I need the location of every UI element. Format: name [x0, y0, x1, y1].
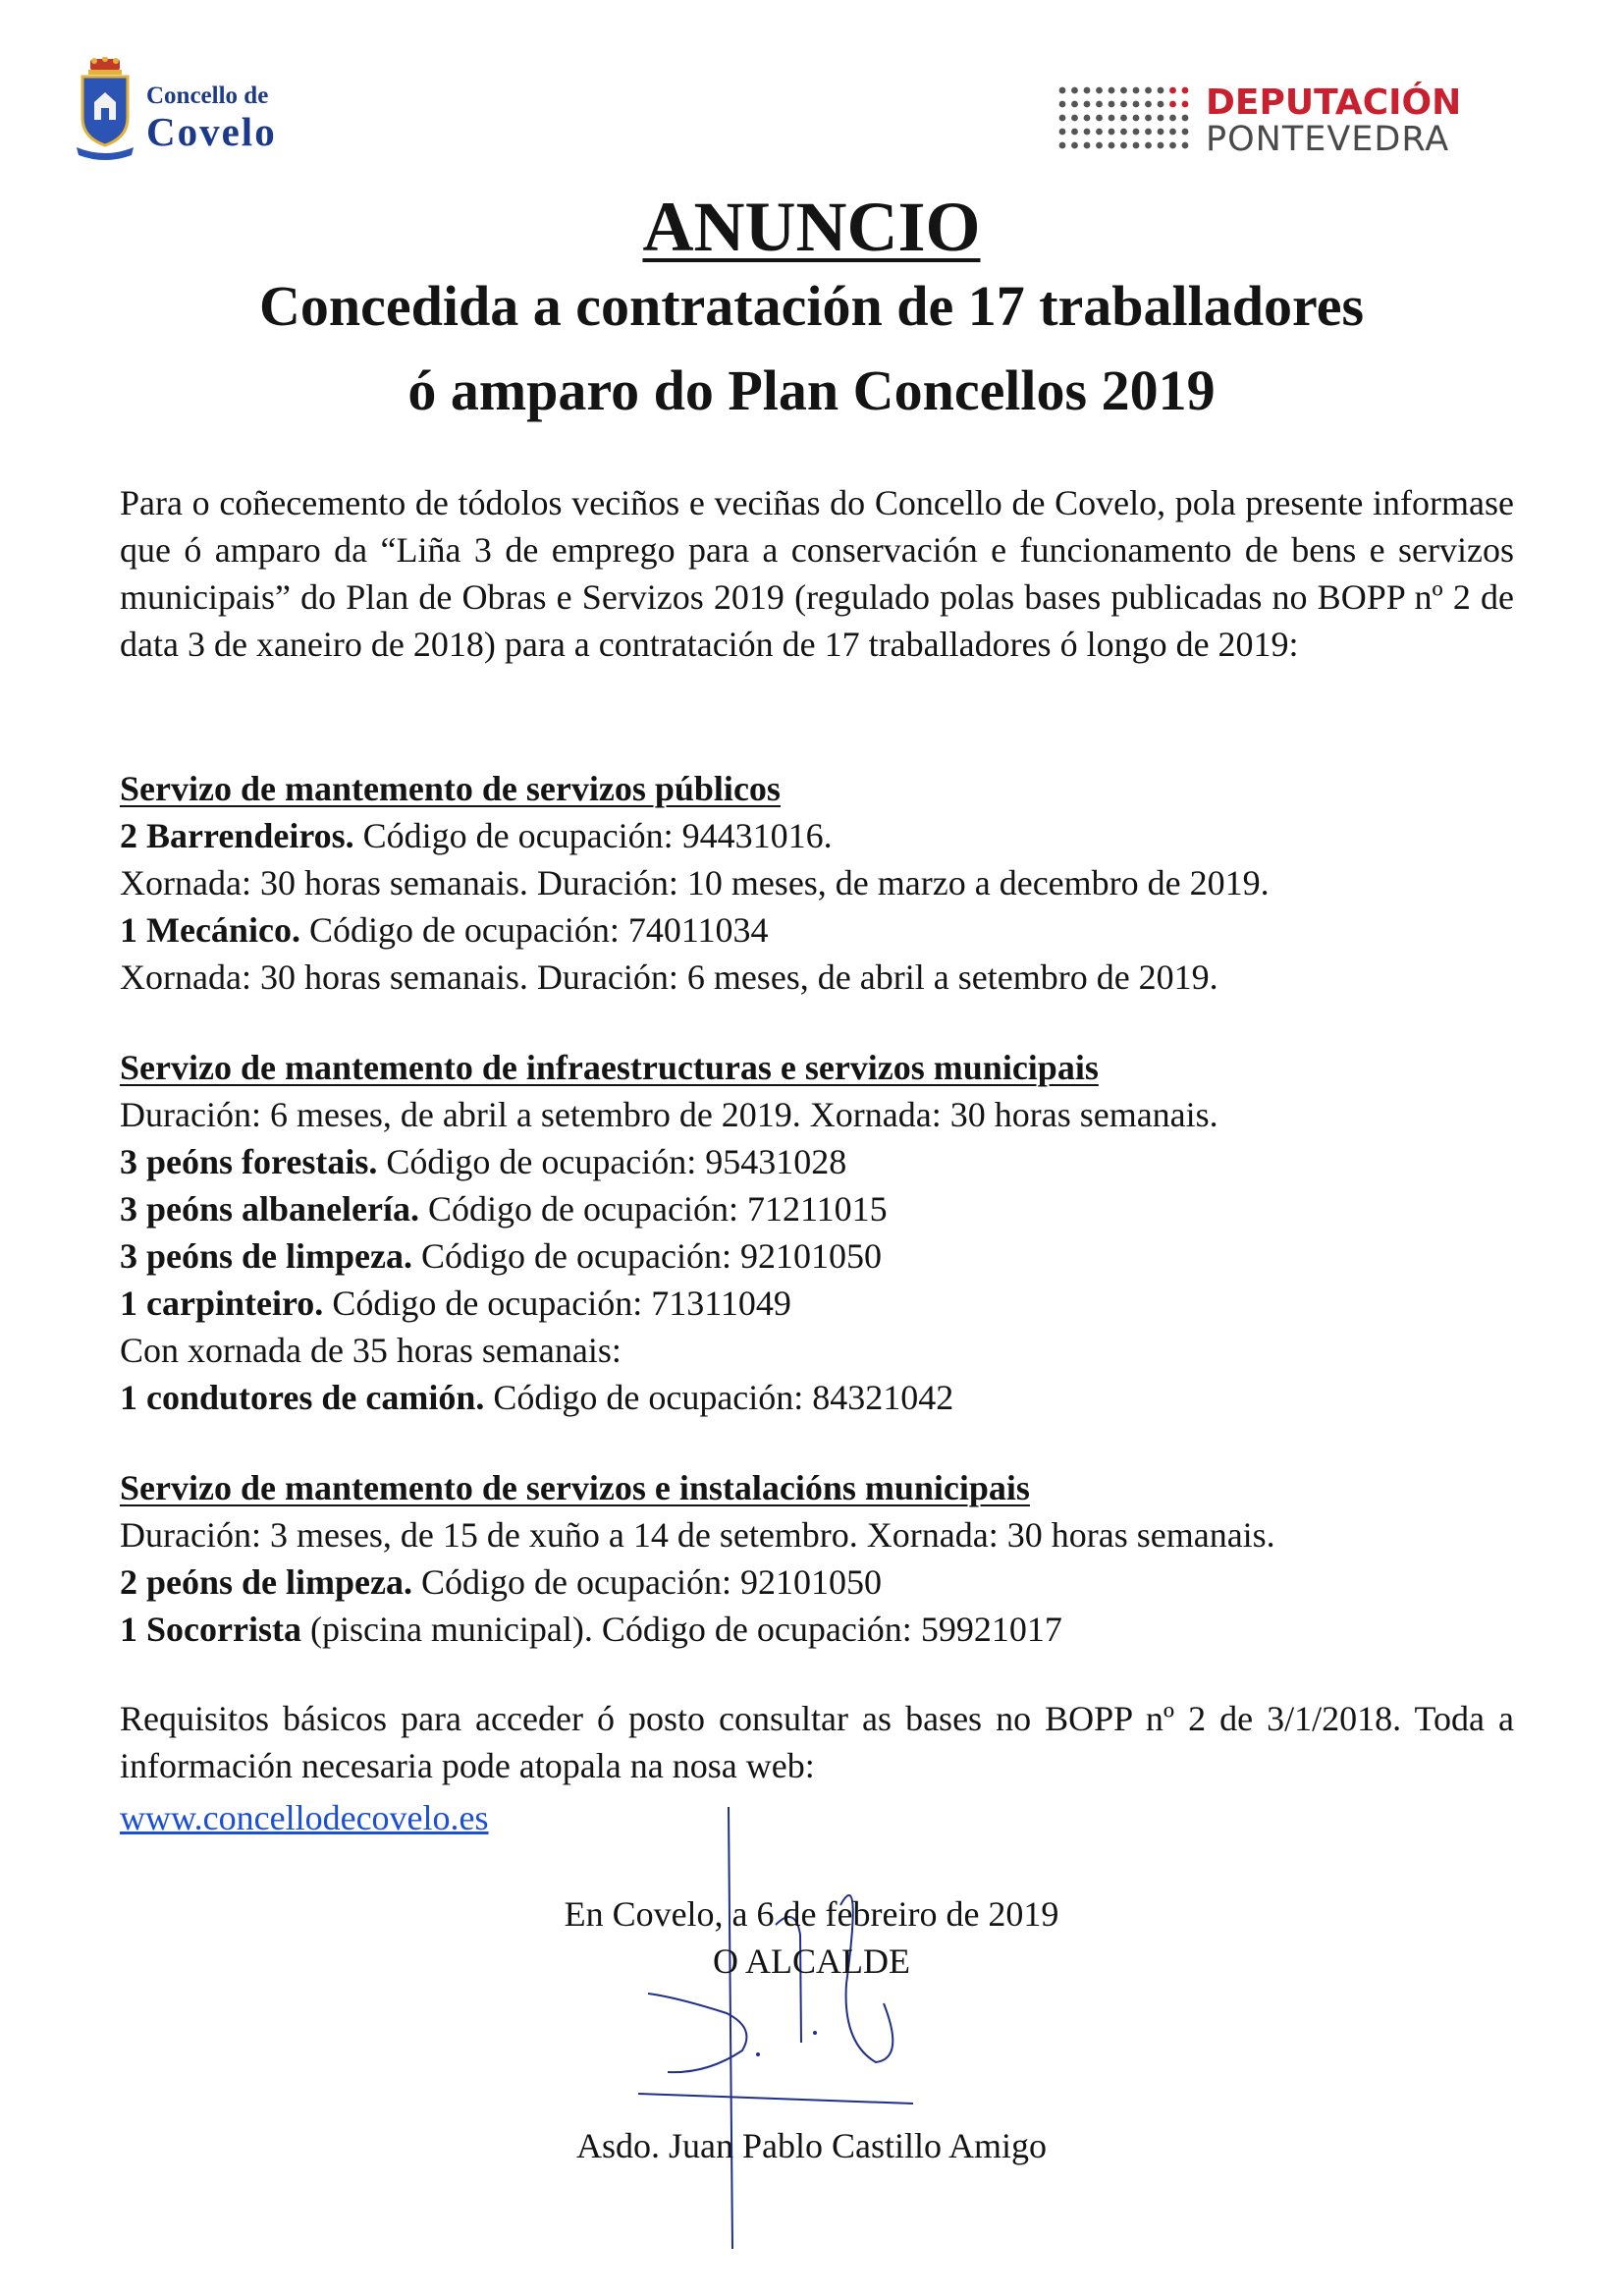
- job-label: 1 Socorrista: [120, 1610, 301, 1649]
- job-label: 3 peóns albanelería.: [120, 1189, 420, 1229]
- job-detail: Código de ocupación: 74011034: [299, 910, 769, 950]
- covelo-coat-of-arms-icon: [73, 57, 137, 161]
- job-detail: Código de ocupación: 84321042: [484, 1378, 954, 1417]
- job-line: [120, 1235, 882, 1277]
- job-line: [120, 815, 833, 856]
- page-title: ANUNCIO: [642, 188, 981, 266]
- job-detail: Código de ocupación: 95431028: [377, 1142, 847, 1181]
- job-line: [120, 1561, 882, 1603]
- job-line: [120, 957, 1218, 998]
- intro-paragraph: Para o coñecemento de tódolos veciños e veciñas do Concello de Covelo, pola presente informase que ó amparo da “Liña 3 de emprego para a conservación e funcionamento de bens e servizos municipais” do Plan de Obras e Servizos 2019 (regulado polas bases publicadas no BOPP nº 2 de data 3 de xaneiro de 2018) para a contratación de 17 traballadores ó longo de 2019:: [120, 483, 1514, 664]
- job-label: 3 peóns forestais.: [120, 1142, 378, 1181]
- deputacion-logo-line1: DEPUTACIÓN: [1206, 82, 1462, 123]
- requirements-paragraph: Requisitos básicos para acceder ó posto consultar as bases no BOPP nº 2 de 3/1/2018. Toda a información necesaria pode atopala na nosa web:: [120, 1699, 1514, 1785]
- section-title-public-services: Servizo de mantemento de servizos públicos: [120, 769, 781, 808]
- website-link[interactable]: www.concellodecovelo.es: [120, 1798, 489, 1837]
- section-title-infrastructure: Servizo de mantemento de infraestructuras e servizos municipais: [120, 1048, 1099, 1087]
- job-label: 3 peóns de limpeza.: [120, 1236, 413, 1276]
- job-line: [120, 1377, 953, 1418]
- job-detail: Duración: 6 meses, de abril a setembro de 2019. Xornada: 30 horas semanais.: [120, 1095, 1218, 1134]
- covelo-logo-small-text: Concello de: [146, 82, 269, 109]
- subtitle-line-2: ó amparo do Plan Concellos 2019: [407, 358, 1216, 422]
- job-label: 1 Mecánico.: [120, 910, 300, 950]
- job-label: 1 carpinteiro.: [120, 1284, 324, 1323]
- deputacion-dots-icon: [1056, 84, 1194, 153]
- section-title-facilities: Servizo de mantemento de servizos e instalacións municipais: [120, 1468, 1030, 1507]
- job-line: [120, 1330, 622, 1371]
- deputacion-logo-line2: PONTEVEDRA: [1206, 120, 1450, 159]
- place-date-line: En Covelo, a 6 de febreiro de 2019: [564, 1894, 1059, 1934]
- job-line: [120, 1188, 888, 1230]
- handwritten-signature: [619, 1787, 972, 2259]
- job-label: 1 condutores de camión.: [120, 1378, 485, 1417]
- job-label: 2 peóns de limpeza.: [120, 1562, 413, 1602]
- job-line: [120, 1094, 1218, 1135]
- job-detail: Código de ocupación: 92101050: [412, 1562, 882, 1602]
- signer-name: Asdo. Juan Pablo Castillo Amigo: [575, 2126, 1048, 2165]
- job-detail: Xornada: 30 horas semanais. Duración: 10 meses, de marzo a decembro de 2019.: [120, 863, 1270, 902]
- deputacion-pontevedra-logo: [1056, 81, 1469, 159]
- job-line: [120, 909, 769, 951]
- signer-role: O ALCALDE: [713, 1941, 910, 1981]
- job-label: 2 Barrendeiros.: [120, 816, 354, 855]
- subtitle-line-1: Concedida a contratación de 17 traballadores: [258, 274, 1365, 338]
- job-detail: (piscina municipal). Código de ocupación: 59921017: [300, 1610, 1062, 1649]
- job-detail: Código de ocupación: 92101050: [412, 1236, 882, 1276]
- job-detail: Xornada: 30 horas semanais. Duración: 6 meses, de abril a setembro de 2019.: [120, 957, 1218, 997]
- job-line: [120, 1609, 1062, 1650]
- concello-covelo-logo: [73, 57, 328, 165]
- job-detail: Con xornada de 35 horas semanais:: [120, 1331, 622, 1370]
- job-detail: Código de ocupación: 71311049: [323, 1284, 791, 1323]
- job-detail: Código de ocupación: 71211015: [419, 1189, 888, 1229]
- job-line: [120, 1514, 1275, 1556]
- job-detail: Código de ocupación: 94431016.: [353, 816, 833, 855]
- covelo-logo-big-text: Covelo: [146, 109, 277, 154]
- job-detail: Duración: 3 meses, de 15 de xuño a 14 de setembro. Xornada: 30 horas semanais.: [120, 1515, 1275, 1555]
- job-line: [120, 1141, 846, 1182]
- job-line: [120, 862, 1270, 903]
- job-line: [120, 1283, 791, 1324]
